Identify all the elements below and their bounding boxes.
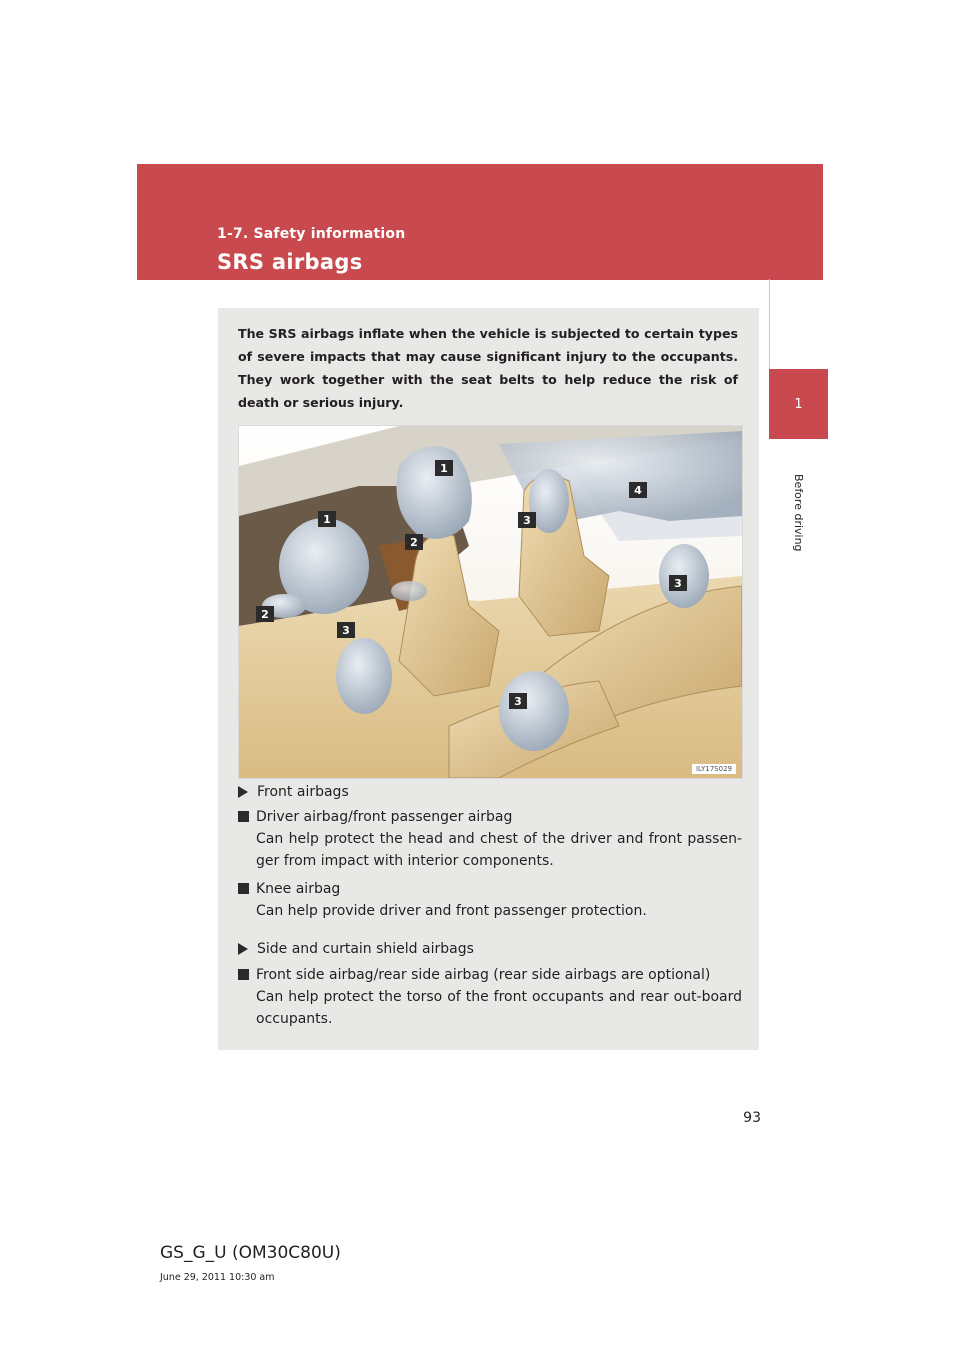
section-heading-front: Front airbags [238,781,349,803]
car-interior-drawing [239,426,742,778]
number-3-icon [238,969,249,980]
chapter-tab[interactable] [769,369,828,439]
document-date: June 29, 2011 10:30 am [160,1272,275,1283]
page-number: 93 [743,1110,761,1126]
item-title: Knee airbag [256,881,341,897]
badge-1-driver: 1 [318,511,336,527]
section-heading-side: Side and curtain shield airbags [238,938,474,960]
side-rule [769,279,770,370]
document-id: GS_G_U (OM30C80U) [160,1243,341,1263]
badge-2-driver-knee: 2 [256,606,274,622]
arrow-icon [238,943,248,955]
badge-1-passenger: 1 [435,460,453,476]
number-2-icon [238,883,249,894]
badge-3-rear-right: 3 [669,575,687,591]
number-1-icon [238,811,249,822]
badge-3-front-left: 3 [337,622,355,638]
badge-4-curtain: 4 [629,482,647,498]
item-driver-passenger-airbag [256,806,742,872]
intro-text: The SRS airbags inflate when the vehicle is subjected to certain types of severe impacts that may cause significant injury to the occupants. They work together with the seat belts to help reduce the risk of death or serious injury. [238,326,738,410]
item-title: Front side airbag/rear side airbag (rear side airbags are optional) [256,967,711,983]
item-desc: Can help provide driver and front passenger protection. [256,903,647,919]
figure-code: ILY17S029 [692,764,736,774]
airbag-illustration [238,425,743,779]
badge-3-rear-left: 3 [509,693,527,709]
page-title: SRS airbags [217,250,363,274]
item-knee-airbag [256,878,742,922]
arrow-icon [238,786,248,798]
badge-3-front-right: 3 [518,512,536,528]
chapter-number: 1 [794,396,803,412]
header-band [137,164,823,280]
item-side-airbag [256,964,742,1030]
chapter-label: Before driving [792,474,805,552]
item-desc: Can help protect the torso of the front occupants and rear out-board occupants. [256,989,742,1027]
badge-2-passenger-knee: 2 [405,534,423,550]
content-panel [218,308,759,1050]
item-desc: Can help protect the head and chest of the driver and front passen-ger from impact with interior components. [256,831,742,869]
item-title: Driver airbag/front passenger airbag [256,809,513,825]
section-label: 1-7. Safety information [217,226,406,242]
